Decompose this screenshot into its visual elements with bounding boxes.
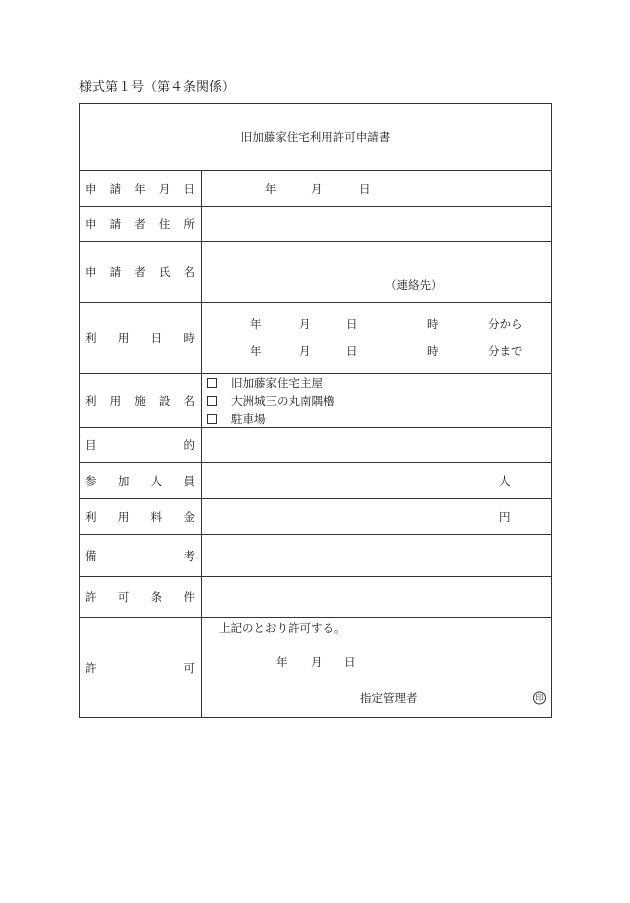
participants-unit: 人 bbox=[499, 473, 511, 488]
remarks-label: 備考 bbox=[85, 548, 195, 563]
day-label: 日 bbox=[359, 181, 371, 196]
permission-label: 許可 bbox=[85, 660, 195, 675]
conditions-row bbox=[80, 577, 551, 618]
permission-label-cell bbox=[80, 618, 202, 717]
facility-row bbox=[80, 374, 551, 428]
participants-label-cell bbox=[80, 463, 202, 498]
checkbox-facility-parking[interactable] bbox=[207, 414, 217, 424]
applicant-name-label: 申請者氏名 bbox=[85, 265, 195, 279]
remarks-label-cell bbox=[80, 535, 202, 576]
purpose-label-cell bbox=[80, 428, 202, 462]
fee-unit: 円 bbox=[499, 509, 511, 524]
month-label: 月 bbox=[311, 181, 323, 196]
start-hour-label: 時 bbox=[427, 317, 439, 331]
seal-mark: 印 bbox=[533, 692, 546, 705]
applicant-name-field bbox=[202, 242, 551, 302]
application-date-field bbox=[202, 171, 551, 206]
start-day-label: 日 bbox=[346, 317, 358, 331]
title-row bbox=[80, 104, 551, 171]
usage-datetime-label: 利用日時 bbox=[85, 331, 195, 345]
conditions-label-cell bbox=[80, 577, 202, 617]
applicant-address-label-cell bbox=[80, 207, 202, 241]
participants-row bbox=[80, 463, 551, 499]
start-year-label: 年 bbox=[250, 317, 262, 331]
facility-label-cell bbox=[80, 374, 202, 427]
permission-field bbox=[202, 618, 551, 717]
application-form-table bbox=[79, 103, 552, 718]
start-month-label: 月 bbox=[299, 317, 311, 331]
participants-field bbox=[202, 463, 551, 498]
participants-label: 参加人員 bbox=[85, 473, 195, 488]
fee-field bbox=[202, 499, 551, 534]
purpose-label: 目的 bbox=[85, 438, 195, 452]
end-year-label: 年 bbox=[250, 344, 262, 358]
end-month-label: 月 bbox=[299, 344, 311, 358]
applicant-name-label-cell bbox=[80, 242, 202, 302]
end-hour-label: 時 bbox=[427, 344, 439, 358]
permission-month-label: 月 bbox=[311, 655, 323, 669]
purpose-row bbox=[80, 428, 551, 463]
fee-label: 利用料金 bbox=[85, 509, 195, 524]
conditions-label: 許可条件 bbox=[85, 590, 195, 604]
usage-datetime-row bbox=[80, 303, 551, 374]
remarks-row bbox=[80, 535, 551, 577]
applicant-address-label: 申請者住所 bbox=[85, 217, 195, 231]
applicant-name-row bbox=[80, 242, 551, 303]
fee-label-cell bbox=[80, 499, 202, 534]
applicant-address-field bbox=[202, 207, 551, 241]
facility-option-label: 駐車場 bbox=[231, 412, 266, 426]
facility-label: 利用施設名 bbox=[85, 393, 195, 408]
year-label: 年 bbox=[265, 181, 277, 196]
permission-day-label: 日 bbox=[344, 655, 356, 669]
facility-options bbox=[202, 374, 551, 427]
end-day-label: 日 bbox=[346, 344, 358, 358]
start-minute-label: 分から bbox=[488, 317, 523, 331]
application-date-row bbox=[80, 171, 551, 207]
usage-datetime-label-cell bbox=[80, 303, 202, 373]
permission-year-label: 年 bbox=[276, 655, 288, 669]
usage-datetime-field bbox=[202, 303, 551, 373]
applicant-address-row bbox=[80, 207, 551, 242]
end-minute-label: 分まで bbox=[488, 344, 523, 358]
form-number: 様式第１号（第４条関係） bbox=[79, 80, 236, 95]
application-date-label-cell bbox=[80, 171, 202, 206]
conditions-field bbox=[202, 577, 551, 617]
contact-label: （連絡先） bbox=[385, 278, 443, 292]
form-title: 旧加藤家住宅利用許可申請書 bbox=[240, 130, 391, 144]
checkbox-facility-main-house[interactable] bbox=[207, 378, 217, 388]
fee-row bbox=[80, 499, 551, 535]
purpose-field bbox=[202, 428, 551, 462]
checkbox-facility-corner-turret[interactable] bbox=[207, 396, 217, 406]
facility-option-label: 旧加藤家住宅主屋 bbox=[231, 376, 323, 390]
facility-option-label: 大洲城三の丸南隅櫓 bbox=[231, 394, 335, 408]
permission-row bbox=[80, 618, 551, 717]
remarks-field bbox=[202, 535, 551, 576]
designated-manager-label: 指定管理者 bbox=[360, 691, 418, 705]
permission-statement: 上記のとおり許可する。 bbox=[219, 621, 346, 635]
application-date-label: 申請年月日 bbox=[85, 181, 195, 196]
